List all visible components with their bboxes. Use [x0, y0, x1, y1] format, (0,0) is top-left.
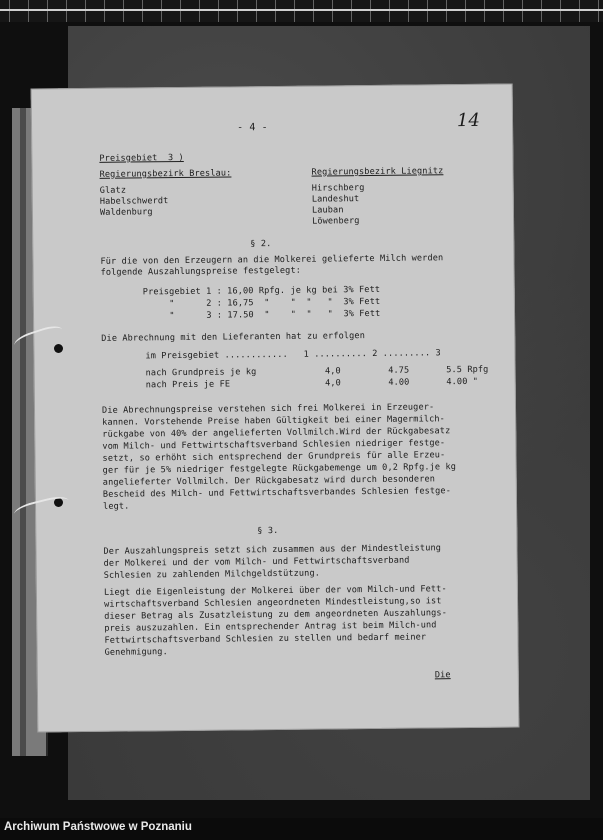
- right-district: Regierungsbezirk Liegnitz: [311, 166, 444, 178]
- section-2-body-line: kannen. Vorstehende Preise haben Gültigkeit bei einer Magermilch-: [102, 414, 445, 428]
- left-town: Glatz: [99, 185, 127, 196]
- catchword: Die: [434, 670, 451, 681]
- right-town: Landeshut: [311, 194, 360, 205]
- section-3-body-line: Fettwirtschaftsverband Schlesien zu stellen und bedarf meiner: [104, 632, 427, 646]
- archive-label: Archiwum Państwowe w Poznaniu: [4, 821, 192, 833]
- document-page: [31, 83, 520, 732]
- table-row: nach Preis je FE 4,0 4.00 4.00 ": [145, 376, 479, 391]
- right-town: Lauban: [311, 205, 344, 216]
- right-town: Hirschberg: [311, 183, 365, 194]
- section-3-body-line: Der Auszahlungspreis setzt sich zusammen aus der Mindestleistung: [103, 543, 442, 557]
- punch-hole: [54, 344, 63, 353]
- section-2-body-line: rückgabe von 40% der angelieferten Vollmilch.Wird der Rückgabesatz: [102, 426, 451, 440]
- section-2-body-line: ger für je 5% niedriger festgelegte Rückgabemenge um 0,2 Rpfg.je kg: [102, 462, 457, 476]
- section-2-body-line: legt.: [102, 501, 130, 512]
- section-2-intro-line: folgende Auszahlungspreise festgelegt:: [100, 265, 302, 278]
- archive-footer: [0, 818, 603, 840]
- film-strip-line: [0, 9, 603, 11]
- table-row: nach Grundpreis je kg 4,0 4.75 5.5 Rpfg: [145, 364, 489, 379]
- section-3-body-line: der Molkerei und der vom Milch- und Fettwirtschaftsverband: [103, 555, 410, 569]
- section-3-body-line: Liegt die Eigenleistung der Molkerei über der vom Milch-und Fett-: [103, 584, 447, 598]
- film-strip: [0, 0, 603, 22]
- left-district: Regierungsbezirk Breslau:: [99, 168, 232, 180]
- handwritten-folio-number: 14: [456, 109, 481, 132]
- price-line: " 3 : 17.50 " " " " 3% Fett: [142, 308, 381, 322]
- section-3-body-line: wirtschaftsverband Schlesien angeordneten Mindestleistung,so ist: [103, 596, 442, 610]
- price-line: Preisgebiet 1 : 16,00 Rpfg. je kg bei 3% Fett: [142, 284, 381, 298]
- section-2-title: § 2.: [250, 239, 272, 250]
- section-3-body-line: Schlesien zu zahlenden Milchgeldstützung.: [103, 568, 321, 581]
- section-3-title: § 3.: [257, 525, 279, 537]
- table-header: im Preisgebiet ............ 1 .......... 2 ......... 3: [145, 348, 441, 362]
- section-2-body-line: Bescheid des Milch- und Fettwirtschaftsverbandes Schlesien festge-: [102, 486, 452, 500]
- price-area-heading: Preisgebiet 3 ): [99, 152, 184, 164]
- section-2-body-line: Die Abrechnungspreise verstehen sich frei Molkerei in Erzeuger-: [101, 402, 435, 416]
- left-town: Waldenburg: [99, 207, 153, 218]
- left-town: Habelschwerdt: [99, 196, 169, 207]
- section-2-body-line: vom Milch- und Fettwirtschaftsverband Schlesien niedriger festge-: [102, 438, 446, 452]
- page-number: - 4 -: [237, 122, 268, 134]
- price-line: " 2 : 16,75 " " " " 3% Fett: [142, 296, 381, 310]
- section-2-body-line: angelieferter Vollmilch. Der Rückgabesatz wird durch besonderen: [102, 474, 436, 488]
- settlement-line: Die Abrechnung mit den Lieferanten hat zu erfolgen: [101, 331, 366, 344]
- section-2-body-line: setzt, so erhöht sich entsprechend der Grundpreis für alle Erzeu-: [102, 450, 446, 464]
- section-3-body-line: preis auszuzahlen. Ein entsprechender Antrag ist beim Milch-und: [104, 620, 437, 634]
- section-3-body-line: dieser Betrag als Zusatzleistung zu dem angeordneten Auszahlungs-: [104, 608, 448, 622]
- folder-spine-shadow: [20, 108, 26, 756]
- section-3-body-line: Genehmigung.: [104, 647, 168, 658]
- section-2-intro-line: Für die von den Erzeugern an die Molkerei gelieferte Milch werden: [100, 253, 444, 267]
- right-town: Löwenberg: [311, 216, 360, 227]
